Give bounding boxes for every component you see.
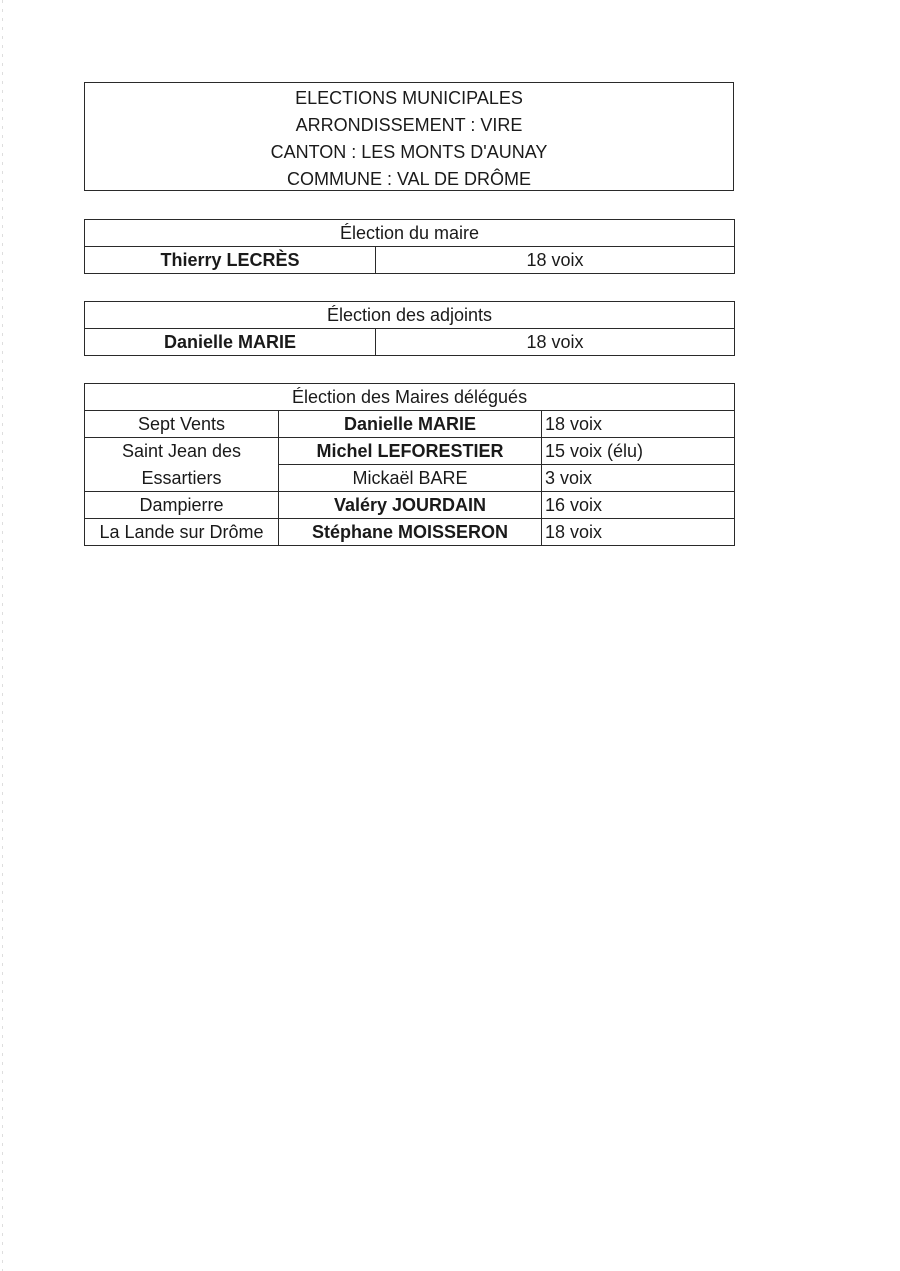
table-row [85, 247, 735, 274]
header-box [84, 82, 734, 191]
election-maire-title: Élection du maire [85, 220, 735, 247]
commune-cell-line2: Essartiers [85, 465, 279, 492]
table-row [85, 411, 735, 438]
commune-cell: Sept Vents [85, 411, 279, 438]
election-delegues-title: Élection des Maires délégués [85, 384, 735, 411]
election-adjoints-table [84, 301, 735, 356]
header-commune: COMMUNE : VAL DE DRÔME [286, 169, 532, 189]
election-adjoints-title: Élection des adjoints [85, 302, 735, 329]
table-row [85, 465, 735, 492]
delegue-name: Valéry JOURDAIN [279, 492, 542, 519]
delegue-name: Michel LEFORESTIER [279, 438, 542, 465]
table-title-row [85, 220, 735, 247]
delegue-votes: 18 voix [542, 519, 735, 546]
delegue-name: Mickaël BARE [279, 465, 542, 492]
commune-cell-line1: Saint Jean des [85, 438, 279, 465]
table-row [85, 438, 735, 465]
header-arrondissement: ARRONDISSEMENT : VIRE [295, 115, 523, 135]
maire-name: Thierry LECRÈS [85, 247, 376, 274]
delegue-votes: 16 voix [542, 492, 735, 519]
delegue-votes: 15 voix (élu) [542, 438, 735, 465]
commune-cell: La Lande sur Drôme [85, 519, 279, 546]
election-delegues-table [84, 383, 735, 546]
table-title-row [85, 302, 735, 329]
delegue-name: Danielle MARIE [279, 411, 542, 438]
scan-edge-marks [2, 0, 3, 1271]
adjoint-votes: 18 voix [376, 329, 735, 356]
maire-votes: 18 voix [376, 247, 735, 274]
table-row [85, 492, 735, 519]
table-row [85, 329, 735, 356]
table-title-row [85, 384, 735, 411]
delegue-votes: 3 voix [542, 465, 735, 492]
header-title: ELECTIONS MUNICIPALES [295, 88, 523, 108]
commune-cell: Dampierre [85, 492, 279, 519]
header-canton: CANTON : LES MONTS D'AUNAY [270, 142, 548, 162]
delegue-votes: 18 voix [542, 411, 735, 438]
table-row [85, 519, 735, 546]
adjoint-name: Danielle MARIE [85, 329, 376, 356]
election-maire-table [84, 219, 735, 274]
delegue-name: Stéphane MOISSERON [279, 519, 542, 546]
